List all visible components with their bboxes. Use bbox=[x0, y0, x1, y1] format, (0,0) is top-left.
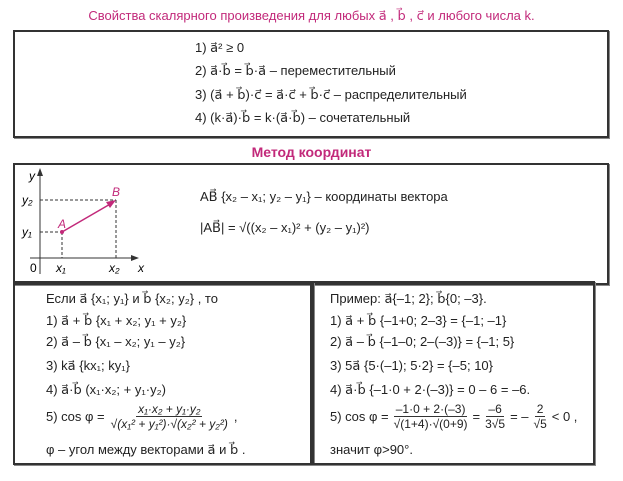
point-b-label: B bbox=[112, 185, 121, 199]
angle-note: φ – угол между векторами a⃗ и b⃗ . bbox=[46, 442, 246, 457]
property-4: 4) (k·a⃗)·b⃗ = k·(a⃗·b⃗) – сочетательный bbox=[195, 110, 411, 125]
properties-title: Свойства скалярного произведения для любых a⃗ , b⃗ , c⃗ и любого числа k. bbox=[88, 8, 535, 23]
point-a-label: A bbox=[58, 217, 67, 231]
property-1: 1) a⃗² ≥ 0 bbox=[195, 40, 245, 55]
example-5 bbox=[330, 402, 577, 431]
cos-denominator: √(x₁² + y₁²)·√(x₂² + y₂²) bbox=[110, 417, 228, 431]
example-tail: < 0 , bbox=[551, 409, 578, 424]
example-2: 2) a⃗ – b⃗ {–1–0; 2–(–3)} = {–1; 5} bbox=[330, 334, 515, 349]
y-label: y bbox=[29, 169, 35, 183]
example-1: 1) a⃗ + b⃗ {–1+0; 2–3} = {–1; –1} bbox=[330, 313, 507, 328]
x1-label: x₁ bbox=[56, 261, 66, 275]
equals-sign: = bbox=[472, 409, 481, 424]
fraction-1-denominator: √(1+4)·√(0+9) bbox=[393, 417, 468, 431]
rule-5 bbox=[46, 402, 238, 431]
example-4: 4) a⃗·b⃗ {–1·0 + 2·(–3)} = 0 – 6 = –6. bbox=[330, 382, 531, 397]
y-axis-arrow-icon bbox=[37, 168, 43, 176]
vector-length-formula: |AB⃗| = √((x₂ – x₁)² + (y₂ – y₁)²) bbox=[200, 220, 370, 235]
fraction-1-numerator: –1·0 + 2·(–3) bbox=[395, 402, 466, 416]
cos-fraction bbox=[109, 402, 230, 431]
vector-coordinates-formula: AB⃗ {x₂ – x₁; y₂ – y₁} – координаты вектора bbox=[200, 189, 448, 204]
property-3: 3) (a⃗ + b⃗)·c⃗ = a⃗·c⃗ + b⃗·c⃗ – распределительный bbox=[195, 87, 467, 102]
y2-label: y₂ bbox=[22, 193, 33, 207]
x-label: x bbox=[138, 261, 144, 275]
projection-lines bbox=[40, 200, 116, 258]
fraction-3-numerator: 2 bbox=[536, 402, 544, 416]
equals-minus-sign: = – bbox=[510, 409, 529, 424]
origin-label: 0 bbox=[30, 261, 37, 275]
rule-3: 3) ka⃗ {kx₁; ky₁} bbox=[46, 358, 130, 373]
y1-label: y₁ bbox=[22, 225, 32, 239]
example-fraction-2 bbox=[483, 402, 507, 431]
cos-numerator: x₁·x₂ + y₁·y₂ bbox=[138, 402, 201, 416]
fraction-2-numerator: –6 bbox=[488, 402, 502, 416]
example-fraction-1 bbox=[392, 402, 470, 431]
example-cos-label: 5) cos φ = bbox=[330, 409, 389, 424]
vector-arrow-icon bbox=[106, 200, 116, 208]
example-fraction-3 bbox=[532, 402, 549, 431]
method-title: Метод координат bbox=[251, 144, 372, 160]
coordinate-graph bbox=[20, 166, 145, 278]
example-3: 3) 5a⃗ {5·(–1); 5·2} = {–5; 10} bbox=[330, 358, 493, 373]
fraction-2-denominator: 3√5 bbox=[485, 417, 506, 431]
cos-label: 5) cos φ = bbox=[46, 409, 105, 424]
rules-intro: Если a⃗ {x₁; y₁} и b⃗ {x₂; y₂} , то bbox=[46, 291, 218, 306]
rule-2: 2) a⃗ – b⃗ {x₁ – x₂; y₁ – y₂} bbox=[46, 334, 186, 349]
rule-4: 4) a⃗·b⃗ (x₁·x₂; + y₁·y₂) bbox=[46, 382, 166, 397]
rule-1: 1) a⃗ + b⃗ {x₁ + x₂; y₁ + y₂} bbox=[46, 313, 187, 328]
fraction-3-denominator: √5 bbox=[533, 417, 547, 431]
example-intro: Пример: a⃗{–1; 2}; b⃗{0; –3}. bbox=[330, 291, 487, 306]
example-conclusion: значит φ>90°. bbox=[330, 442, 413, 457]
cos-tail: , bbox=[233, 409, 238, 424]
x2-label: x₂ bbox=[109, 261, 120, 275]
property-2: 2) a⃗·b⃗ = b⃗·a⃗ – переместительный bbox=[195, 63, 396, 78]
vector-ab bbox=[62, 203, 112, 232]
